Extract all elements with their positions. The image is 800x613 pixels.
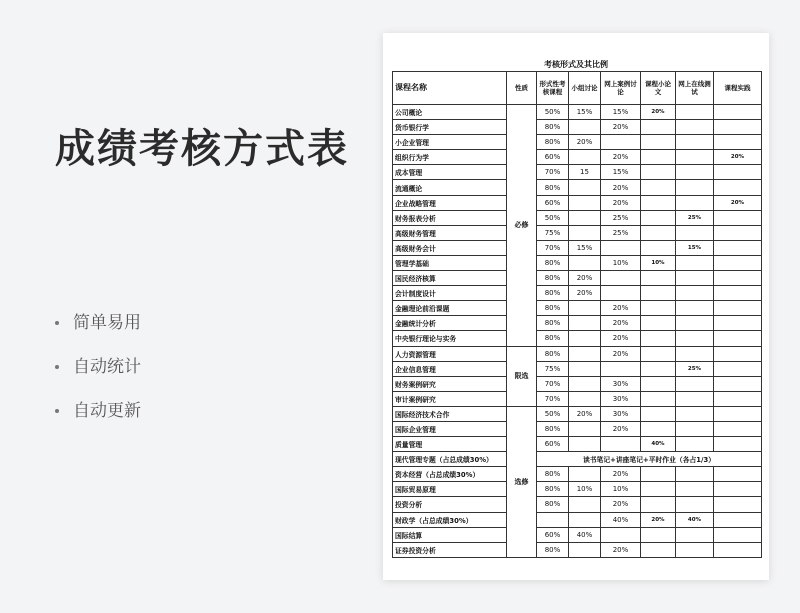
value-cell <box>601 286 641 301</box>
course-name-cell: 高级财务管理 <box>393 225 507 240</box>
value-cell <box>714 240 762 255</box>
value-cell: 25% <box>601 225 641 240</box>
course-name-cell: 财务案例研究 <box>393 376 507 391</box>
table-header-row <box>393 72 762 105</box>
value-cell: 40% <box>601 512 641 527</box>
course-name-cell: 会计制度设计 <box>393 286 507 301</box>
value-cell <box>714 286 762 301</box>
header-course-practice: 课程实践 <box>714 72 762 105</box>
value-cell <box>714 467 762 482</box>
table-row <box>393 467 762 482</box>
value-cell: 25% <box>676 361 714 376</box>
value-cell: 80% <box>537 180 569 195</box>
value-cell <box>676 406 714 421</box>
table-row <box>393 286 762 301</box>
value-cell: 80% <box>537 331 569 346</box>
value-cell <box>641 331 676 346</box>
value-cell <box>714 527 762 542</box>
bullet-dot-icon <box>55 365 59 369</box>
course-name-cell: 组织行为学 <box>393 150 507 165</box>
value-cell: 20% <box>601 150 641 165</box>
value-cell: 75% <box>537 361 569 376</box>
value-cell <box>714 391 762 406</box>
value-cell <box>676 346 714 361</box>
course-name-cell: 成本管理 <box>393 165 507 180</box>
value-cell <box>714 225 762 240</box>
value-cell <box>641 527 676 542</box>
table-row <box>393 240 762 255</box>
course-name-cell: 流通概论 <box>393 180 507 195</box>
value-cell <box>676 271 714 286</box>
value-cell <box>676 301 714 316</box>
value-cell: 80% <box>537 255 569 270</box>
value-cell <box>569 331 601 346</box>
value-cell <box>676 180 714 195</box>
value-cell <box>714 542 762 557</box>
course-name-cell: 公司概论 <box>393 105 507 120</box>
value-cell: 60% <box>537 527 569 542</box>
header-online-test: 网上在线测试 <box>676 72 714 105</box>
table-row <box>393 497 762 512</box>
value-cell <box>714 437 762 452</box>
table-row <box>393 482 762 497</box>
value-cell <box>676 331 714 346</box>
value-cell <box>569 210 601 225</box>
value-cell: 75% <box>537 225 569 240</box>
value-cell <box>641 376 676 391</box>
value-cell <box>641 195 676 210</box>
value-cell <box>676 195 714 210</box>
table-row <box>393 105 762 120</box>
course-name-cell: 证券投资分析 <box>393 542 507 557</box>
value-cell <box>714 361 762 376</box>
feature-item <box>55 356 141 400</box>
value-cell: 50% <box>537 210 569 225</box>
header-group-discussion: 小组讨论 <box>569 72 601 105</box>
value-cell: 80% <box>537 542 569 557</box>
value-cell: 70% <box>537 240 569 255</box>
value-cell <box>569 195 601 210</box>
value-cell <box>641 165 676 180</box>
value-cell <box>569 225 601 240</box>
value-cell: 30% <box>601 391 641 406</box>
table-row <box>393 406 762 421</box>
table-row <box>393 195 762 210</box>
table-row <box>393 165 762 180</box>
value-cell: 40% <box>569 527 601 542</box>
table-row <box>393 452 762 467</box>
value-cell <box>537 512 569 527</box>
value-cell <box>641 406 676 421</box>
value-cell: 25% <box>601 210 641 225</box>
value-cell: 80% <box>537 135 569 150</box>
value-cell: 20% <box>569 286 601 301</box>
value-cell <box>714 165 762 180</box>
assessment-table <box>392 71 762 558</box>
value-cell: 20% <box>601 331 641 346</box>
table-row <box>393 542 762 557</box>
value-cell <box>641 346 676 361</box>
value-cell <box>641 361 676 376</box>
value-cell <box>569 512 601 527</box>
course-name-cell: 人力资源管理 <box>393 346 507 361</box>
course-name-cell: 小企业管理 <box>393 135 507 150</box>
value-cell: 60% <box>537 150 569 165</box>
feature-label: 自动更新 <box>73 401 141 421</box>
value-cell <box>569 376 601 391</box>
course-name-cell: 质量管理 <box>393 437 507 452</box>
value-cell <box>676 135 714 150</box>
value-cell <box>676 316 714 331</box>
value-cell <box>641 135 676 150</box>
table-row <box>393 316 762 331</box>
value-cell: 15% <box>569 105 601 120</box>
value-cell <box>714 210 762 225</box>
table-row <box>393 255 762 270</box>
header-online-case: 网上案例讨论 <box>601 72 641 105</box>
value-cell: 20% <box>601 542 641 557</box>
value-cell: 15 <box>569 165 601 180</box>
value-cell: 10% <box>569 482 601 497</box>
value-cell <box>641 316 676 331</box>
value-cell: 50% <box>537 105 569 120</box>
course-name-cell: 企业信息管理 <box>393 361 507 376</box>
value-cell <box>714 255 762 270</box>
course-name-cell: 资本经营（占总成绩30%） <box>393 467 507 482</box>
bullet-dot-icon <box>55 409 59 413</box>
value-cell <box>714 180 762 195</box>
table-row <box>393 361 762 376</box>
value-cell <box>601 437 641 452</box>
value-cell <box>714 482 762 497</box>
value-cell: 20% <box>641 512 676 527</box>
table-row <box>393 376 762 391</box>
table-row <box>393 331 762 346</box>
document-preview <box>383 33 769 580</box>
table-row <box>393 150 762 165</box>
value-cell: 40% <box>641 437 676 452</box>
value-cell <box>641 542 676 557</box>
value-cell <box>569 497 601 512</box>
value-cell: 20% <box>601 346 641 361</box>
value-cell <box>714 497 762 512</box>
value-cell: 20% <box>601 316 641 331</box>
value-cell <box>569 391 601 406</box>
value-cell: 20% <box>641 105 676 120</box>
value-cell: 20% <box>601 497 641 512</box>
value-cell <box>641 391 676 406</box>
table-row <box>393 135 762 150</box>
value-cell <box>641 240 676 255</box>
category-cell: 必修 <box>507 105 537 347</box>
value-cell: 80% <box>537 346 569 361</box>
table-row <box>393 346 762 361</box>
value-cell: 20% <box>601 120 641 135</box>
table-row <box>393 180 762 195</box>
table-row <box>393 391 762 406</box>
value-cell: 80% <box>537 421 569 436</box>
header-nature: 性质 <box>507 72 537 105</box>
value-cell <box>676 165 714 180</box>
value-cell <box>601 135 641 150</box>
value-cell: 80% <box>537 482 569 497</box>
value-cell <box>569 120 601 135</box>
value-cell: 20% <box>601 467 641 482</box>
value-cell: 20% <box>569 406 601 421</box>
value-cell <box>569 542 601 557</box>
value-cell <box>569 301 601 316</box>
value-cell: 80% <box>537 467 569 482</box>
course-name-cell: 中央银行理论与实务 <box>393 331 507 346</box>
value-cell <box>641 210 676 225</box>
value-cell <box>641 421 676 436</box>
course-name-cell: 国际企业管理 <box>393 421 507 436</box>
table-row <box>393 527 762 542</box>
bullet-dot-icon <box>55 321 59 325</box>
value-cell: 15% <box>601 105 641 120</box>
value-cell: 80% <box>537 271 569 286</box>
value-cell: 20% <box>601 180 641 195</box>
course-name-cell: 国际结算 <box>393 527 507 542</box>
value-cell <box>676 542 714 557</box>
value-cell: 40% <box>676 512 714 527</box>
value-cell <box>714 271 762 286</box>
table-row <box>393 271 762 286</box>
header-course-paper: 课程小论文 <box>641 72 676 105</box>
value-cell: 15% <box>601 165 641 180</box>
value-cell <box>676 225 714 240</box>
value-cell <box>641 467 676 482</box>
value-cell <box>569 467 601 482</box>
value-cell <box>676 120 714 135</box>
value-cell <box>676 286 714 301</box>
value-cell <box>601 271 641 286</box>
value-cell <box>676 467 714 482</box>
course-name-cell: 财务报表分析 <box>393 210 507 225</box>
value-cell <box>569 180 601 195</box>
course-name-cell: 企业战略管理 <box>393 195 507 210</box>
course-name-cell: 金融理论前沿课题 <box>393 301 507 316</box>
table-row <box>393 301 762 316</box>
value-cell: 20% <box>714 150 762 165</box>
value-cell <box>676 391 714 406</box>
course-name-cell: 金融统计分析 <box>393 316 507 331</box>
table-body <box>393 105 762 558</box>
value-cell: 80% <box>537 286 569 301</box>
value-cell <box>676 497 714 512</box>
table-row <box>393 512 762 527</box>
course-name-cell: 财政学（占总成绩30%） <box>393 512 507 527</box>
value-cell: 25% <box>676 210 714 225</box>
value-cell <box>714 331 762 346</box>
header-formative: 形式性考核课程 <box>537 72 569 105</box>
value-cell: 80% <box>537 120 569 135</box>
course-name-cell: 投资分析 <box>393 497 507 512</box>
value-cell <box>676 150 714 165</box>
hero-title: 成绩考核方式表 <box>55 126 349 172</box>
category-cell: 选修 <box>507 406 537 557</box>
table-row <box>393 437 762 452</box>
value-cell <box>641 150 676 165</box>
value-cell: 20% <box>569 135 601 150</box>
value-cell <box>641 301 676 316</box>
course-name-cell: 国民经济核算 <box>393 271 507 286</box>
feature-list <box>55 312 141 444</box>
value-cell <box>641 482 676 497</box>
document-title: 考核形式及其比例 <box>544 60 608 69</box>
value-cell <box>676 421 714 436</box>
value-cell <box>714 421 762 436</box>
value-cell <box>641 497 676 512</box>
course-name-cell: 审计案例研究 <box>393 391 507 406</box>
value-cell: 70% <box>537 376 569 391</box>
value-cell <box>569 316 601 331</box>
course-name-cell: 管理学基础 <box>393 255 507 270</box>
header-course-name: 课程名称 <box>393 72 507 105</box>
value-cell <box>676 482 714 497</box>
category-cell: 限选 <box>507 346 537 406</box>
value-cell: 50% <box>537 406 569 421</box>
value-cell: 80% <box>537 497 569 512</box>
course-name-cell: 现代管理专题（占总成绩30%） <box>393 452 507 467</box>
feature-item <box>55 312 141 356</box>
value-cell: 10% <box>601 255 641 270</box>
value-cell <box>714 346 762 361</box>
value-cell: 60% <box>537 437 569 452</box>
merged-note-cell: 读书笔记+讲座笔记+平时作业（各占1/3） <box>537 452 762 467</box>
value-cell: 70% <box>537 391 569 406</box>
value-cell <box>641 180 676 195</box>
value-cell <box>714 105 762 120</box>
value-cell <box>676 527 714 542</box>
value-cell <box>714 135 762 150</box>
value-cell <box>569 346 601 361</box>
value-cell: 10% <box>601 482 641 497</box>
value-cell <box>601 527 641 542</box>
value-cell <box>641 286 676 301</box>
value-cell: 20% <box>714 195 762 210</box>
feature-label: 自动统计 <box>73 357 141 377</box>
value-cell: 15% <box>676 240 714 255</box>
course-name-cell: 国际经济技术合作 <box>393 406 507 421</box>
course-name-cell: 国际贸易原理 <box>393 482 507 497</box>
feature-label: 简单易用 <box>73 313 141 333</box>
value-cell: 20% <box>601 301 641 316</box>
value-cell <box>569 150 601 165</box>
value-cell <box>714 376 762 391</box>
value-cell <box>601 240 641 255</box>
course-name-cell: 货币银行学 <box>393 120 507 135</box>
value-cell <box>676 255 714 270</box>
table-row <box>393 421 762 436</box>
value-cell <box>676 105 714 120</box>
value-cell: 30% <box>601 376 641 391</box>
value-cell <box>601 361 641 376</box>
value-cell: 60% <box>537 195 569 210</box>
value-cell <box>676 376 714 391</box>
value-cell <box>714 301 762 316</box>
value-cell: 10% <box>641 255 676 270</box>
value-cell <box>714 120 762 135</box>
course-name-cell: 高级财务会计 <box>393 240 507 255</box>
value-cell: 20% <box>569 271 601 286</box>
table-row <box>393 120 762 135</box>
value-cell: 80% <box>537 316 569 331</box>
value-cell: 70% <box>537 165 569 180</box>
value-cell: 15% <box>569 240 601 255</box>
value-cell <box>641 120 676 135</box>
value-cell: 80% <box>537 301 569 316</box>
value-cell <box>641 225 676 240</box>
value-cell <box>676 437 714 452</box>
value-cell: 20% <box>601 421 641 436</box>
value-cell <box>569 437 601 452</box>
table-row <box>393 210 762 225</box>
feature-item <box>55 400 141 444</box>
value-cell <box>714 316 762 331</box>
value-cell <box>641 271 676 286</box>
value-cell: 30% <box>601 406 641 421</box>
table-row <box>393 225 762 240</box>
value-cell <box>714 512 762 527</box>
value-cell: 20% <box>601 195 641 210</box>
value-cell <box>569 361 601 376</box>
value-cell <box>714 406 762 421</box>
value-cell <box>569 421 601 436</box>
value-cell <box>569 255 601 270</box>
